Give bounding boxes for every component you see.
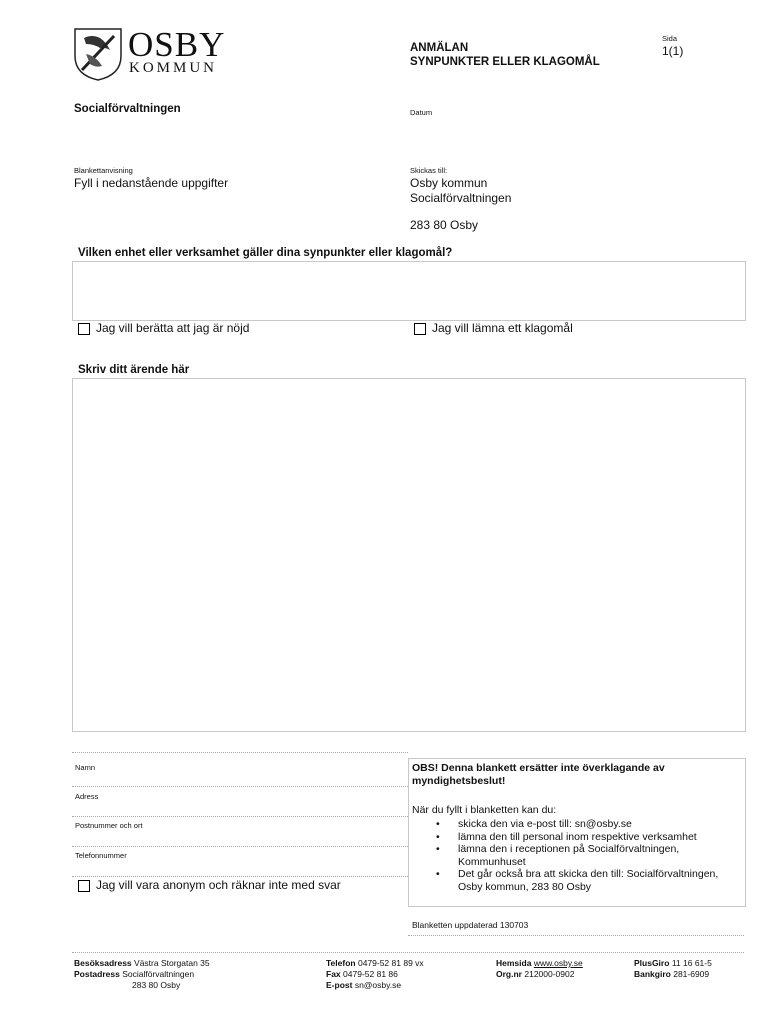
obs-item-2: • lämna den till personal inom respektive verksamhet (412, 831, 742, 844)
fax-value: 0479-52 81 86 (343, 969, 398, 979)
name-field[interactable] (72, 757, 408, 785)
anonymous-checkbox-label: Jag vill vara anonym och räknar inte med svar (96, 878, 341, 892)
instruction-label: Blankettanvisning (74, 166, 133, 175)
send-to-line3: 283 80 Osby (410, 218, 479, 232)
obs-title-line2: myndighetsbeslut! (412, 775, 506, 787)
form-title (410, 41, 600, 69)
department-title: Socialförvaltningen (74, 103, 181, 115)
instruction-text: Fyll i nedanstående uppgifter (74, 176, 229, 190)
post-value: Socialförvaltningen (122, 969, 195, 979)
name-field-label: Namn (75, 763, 96, 772)
send-to-line1: Osby kommun (410, 176, 488, 190)
matter-heading: Skriv ditt ärende här (78, 364, 190, 376)
updated-note: Blanketten uppdaterad 130703 (412, 920, 529, 930)
web-link[interactable]: www.osby.se (533, 958, 583, 968)
post-label: Postadress (74, 969, 120, 979)
complaint-checkbox-label: Jag vill lämna ett klagomål (432, 321, 573, 335)
logo-osby-text: OSBY (128, 25, 226, 64)
satisfied-checkbox[interactable] (78, 323, 90, 335)
osby-crest-logo (72, 26, 124, 82)
footer-addresses (74, 958, 324, 991)
post-city: 283 80 Osby (132, 980, 181, 990)
visit-label: Besöksadress (74, 958, 132, 968)
visit-value: Västra Storgatan 35 (134, 958, 210, 968)
bankgiro-label: Bankgiro (634, 969, 671, 979)
form-title-line1: ANMÄLAN (410, 42, 469, 54)
fields-top-line (72, 752, 408, 753)
date-label: Datum (410, 108, 433, 117)
anonymous-checkbox[interactable] (78, 880, 90, 892)
phone-field-label: Telefonnummer (75, 851, 127, 860)
footer-giro (634, 958, 744, 980)
page-number: 1(1) (662, 44, 684, 58)
org-label: Org.nr (496, 969, 522, 979)
phone-label: Telefon (326, 958, 356, 968)
form-title-line2: SYNPUNKTER ELLER KLAGOMÅL (410, 56, 600, 68)
bankgiro-value: 281-6909 (673, 969, 710, 979)
address-field-label: Adress (75, 792, 99, 801)
unit-question-heading: Vilken enhet eller verksamhet gäller dina synpunkter eller klagomål? (78, 247, 453, 259)
footer-contact (326, 958, 486, 991)
obs-title (412, 762, 742, 788)
footer-web (496, 958, 632, 980)
postal-field-label: Postnummer och ort (75, 821, 143, 830)
updated-sep (408, 935, 744, 936)
send-to-address (410, 176, 511, 206)
satisfied-checkbox-label: Jag vill berätta att jag är nöjd (96, 321, 250, 335)
phone-field-line (72, 876, 408, 877)
matter-text-area[interactable] (72, 378, 746, 732)
phone-field[interactable] (72, 847, 408, 875)
fax-label: Fax (326, 969, 341, 979)
send-to-label: Skickas till: (410, 166, 448, 175)
obs-item-3: • lämna den i receptionen på Socialförvaltningen, Kommunhuset (412, 843, 742, 868)
obs-list (412, 818, 742, 893)
obs-title-line1: OBS! Denna blankett ersätter inte överklagande av (412, 762, 665, 774)
org-value: 212000-0902 (524, 969, 575, 979)
unit-input-box[interactable] (72, 261, 746, 321)
web-label: Hemsida (496, 958, 532, 968)
obs-item-4: • Det går också bra att skicka den till: Socialförvaltningen, Osby kommun, 283 80 Osby (412, 868, 742, 893)
obs-intro: När du fyllt i blanketten kan du: (412, 804, 557, 816)
email-value[interactable]: sn@osby.se (354, 980, 402, 990)
plusgiro-value: 11 16 61-5 (671, 958, 712, 968)
email-label: E-post (326, 980, 353, 990)
address-field[interactable] (72, 787, 408, 815)
complaint-checkbox[interactable] (414, 323, 426, 335)
page-label: Sida (662, 34, 678, 43)
send-to-line2: Socialförvaltningen (410, 191, 512, 205)
postal-field[interactable] (72, 817, 408, 845)
phone-value: 0479-52 81 89 vx (357, 958, 424, 968)
footer-sep (72, 952, 744, 953)
plusgiro-label: PlusGiro (634, 958, 670, 968)
logo-kommun-text: KOMMUN (129, 60, 218, 76)
obs-item-1: • skicka den via e-post till: sn@osby.se (412, 818, 742, 831)
